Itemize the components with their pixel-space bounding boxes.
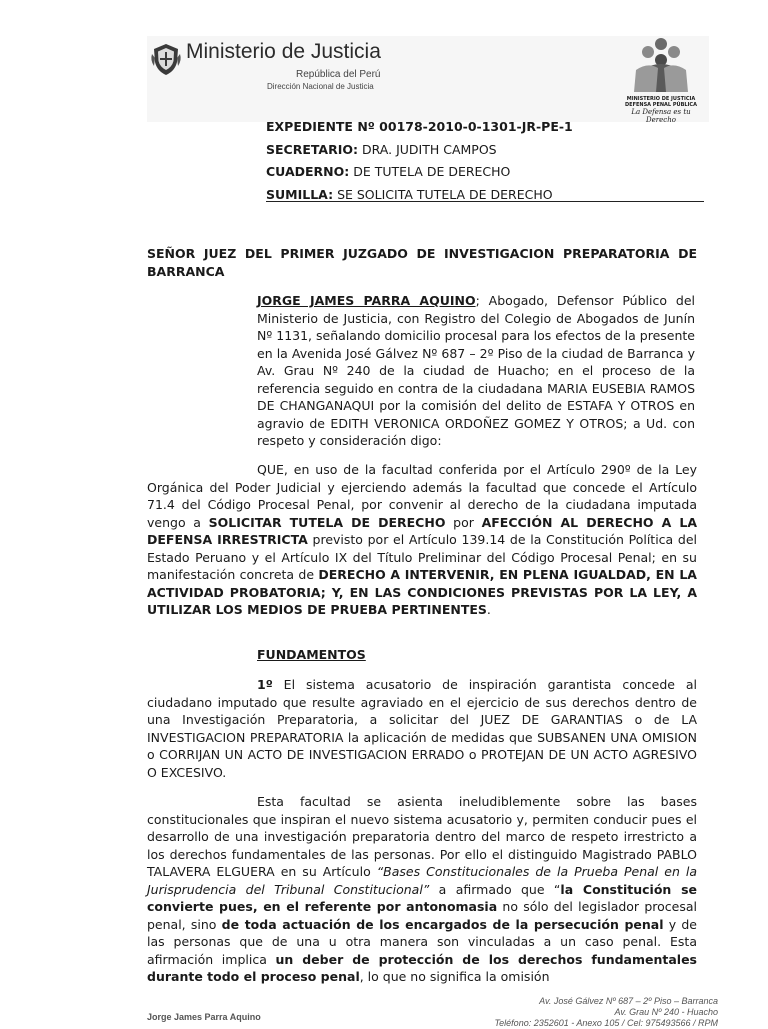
request-bold-1: SOLICITAR TUTELA DE DERECHO xyxy=(208,514,446,530)
sumilla-value: SE SOLICITA TUTELA DE DERECHO xyxy=(337,186,553,202)
coat-of-arms-icon xyxy=(150,42,182,76)
lawyer-name: JORGE JAMES PARRA AQUINO xyxy=(257,293,476,308)
fundamento-1-text: El sistema acusatorio de inspiración garantista concede al ciudadano imputado que resulte agraviado en el ejercicio de sus derechos dentro de una Investigación Preparatoria, a solicitar del JUEZ DE GARANTIAS o de LA INVESTIGACION PREPARATORIA la aplicación de medidas que SUBSANEN UNA OMISION o CORRIJAN UN ACTO DE INVESTIGACION ERRADO o PROTEJAN DE UN ACTO AGRESIVO O EXCESIVO. xyxy=(147,677,697,780)
cuaderno-label: CUADERNO: xyxy=(266,164,350,179)
people-group-icon xyxy=(628,36,694,94)
ministry-department: Dirección Nacional de Justicia xyxy=(267,82,374,91)
defensa-motto: La Defensa es tu Derecho xyxy=(631,108,691,124)
footer-address-2: Av. Grau Nº 240 - Huacho xyxy=(614,1007,718,1017)
continuation-text-2: a afirmado que “ xyxy=(429,881,561,897)
intro-paragraph xyxy=(257,292,695,450)
continuation-text-4: y de las personas que de una u otra manera son vinculadas a un caso penal. Esta afirmación implica xyxy=(147,916,697,967)
footer-address-1: Av. José Gálvez Nº 687 – 2º Piso – Barranca xyxy=(539,996,718,1006)
request-bold-3: DERECHO A INTERVENIR, EN PLENA IGUALDAD, EN LA ACTIVIDAD PROBATORIA; Y, EN LAS CONDICIONES PREVISTAS POR LA LEY, A UTILIZAR LOS MEDIOS DE PRUEBA PERTINENTES xyxy=(147,567,697,617)
request-text-3: previsto por el Artículo 139.14 de la Constitución Política del Estado Peruano y el Artículo IX del Título Preliminar del Código Procesal Penal; en su manifestación concreta de xyxy=(147,532,697,582)
sumilla-label: SUMILLA: xyxy=(266,186,334,202)
defensa-publica-logo xyxy=(620,36,702,122)
case-info-divider xyxy=(266,201,704,202)
expediente-number: EXPEDIENTE Nº 00178-2010-0-1301-JR-PE-1 xyxy=(266,119,573,134)
cuaderno-line xyxy=(266,161,704,184)
request-text-1: QUE, en uso de la facultad conferida por el Artículo 290º de la Ley Orgánica del Poder Judicial y ejerciendo además la facultad que concede el Artículo 71.4 del Código Procesal Penal, por convenir al derecho de la ciudadana imputada vengo a xyxy=(147,462,697,530)
secretario-label: SECRETARIO: xyxy=(266,141,359,157)
fundamento-1-continuation xyxy=(147,793,697,986)
ministry-logo xyxy=(150,40,390,96)
intro-text: ; Abogado, Defensor Público del Ministerio de Justicia, con Registro del Colegio de Abogados de Junín Nº 1131, señalando domicilio procesal para los efectos de la presente en la Avenida José Gálvez Nº 687 – 2º Piso de la ciudad de Barranca y Av. Grau Nº 240 de la ciudad de Huacho; en el proceso de la referencia seguido en contra de la ciudadana MARIA EUSEBIA RAMOS DE CHANGANAQUI por la comisión del delito de ESTAFA Y OTROS en agravio de EDITH VERONICA ORDOÑEZ GOMEZ Y OTROS; a Ud. con respeto y consideración digo: xyxy=(257,293,695,448)
cited-article-title: “Bases Constitucionales de la Prueba Penal en la Jurisprudencia del Tribunal Constitucional” xyxy=(147,864,697,897)
request-text-4: . xyxy=(486,602,491,617)
expediente-line xyxy=(266,116,704,139)
cuaderno-value: DE TUTELA DE DERECHO xyxy=(353,164,511,179)
addressee: SEÑOR JUEZ DEL PRIMER JUZGADO DE INVESTIGACION PREPARATORIA DE BARRANCA xyxy=(147,246,697,279)
defensa-line1: MINISTERIO DE JUSTICIA xyxy=(626,96,696,102)
defensa-line2: DEFENSA PENAL PÚBLICA xyxy=(625,102,697,108)
sumilla-line xyxy=(266,184,704,207)
request-paragraph xyxy=(147,461,697,619)
case-info-block xyxy=(266,116,704,206)
fundamento-1 xyxy=(147,676,697,781)
continuation-text-5: , lo que no significa la omisión xyxy=(359,969,550,984)
continuation-bold-3: un deber de protección de los derechos fundamentales durante todo el proceso penal xyxy=(147,951,697,984)
secretario-value: DRA. JUDITH CAMPOS xyxy=(362,141,497,157)
continuation-text-1: Esta facultad se asienta ineludiblemente sobre las bases constitucionales que inspiran el nuevo sistema acusatorio y, permiten conducir pues el desarrollo de una investigación preparatoria dentro del marco de respeto irrestricto a los derechos fundamentales de las personas. Por ello el distinguido Magistrado PABLO TALAVERA ELGUERA en su Artículo xyxy=(147,794,697,879)
continuation-text-3: no sólo del legislador procesal penal, sino xyxy=(147,899,697,932)
footer-author: Jorge James Parra Aquino xyxy=(147,1012,261,1022)
continuation-bold-1: la Constitución se convierte pues, en el referente por antonomasia xyxy=(147,881,697,914)
fundamento-1-number: 1º xyxy=(257,677,273,692)
continuation-bold-2: de toda actuación de los encargados de la persecución penal xyxy=(221,916,664,932)
ministry-country: República del Perú xyxy=(296,69,381,80)
request-text-2: por xyxy=(445,514,482,530)
secretario-line xyxy=(266,139,704,162)
footer-contact xyxy=(495,996,719,1029)
fundamentos-heading: FUNDAMENTOS xyxy=(257,647,366,662)
request-bold-2: AFECCIÓN AL DERECHO A LA DEFENSA IRRESTRICTA xyxy=(147,514,698,547)
ministry-name: Ministerio de Justicia xyxy=(186,40,381,63)
footer-phone: Teléfono: 2352601 - Anexo 105 / Cel: 975493566 / RPM xyxy=(494,1018,718,1028)
